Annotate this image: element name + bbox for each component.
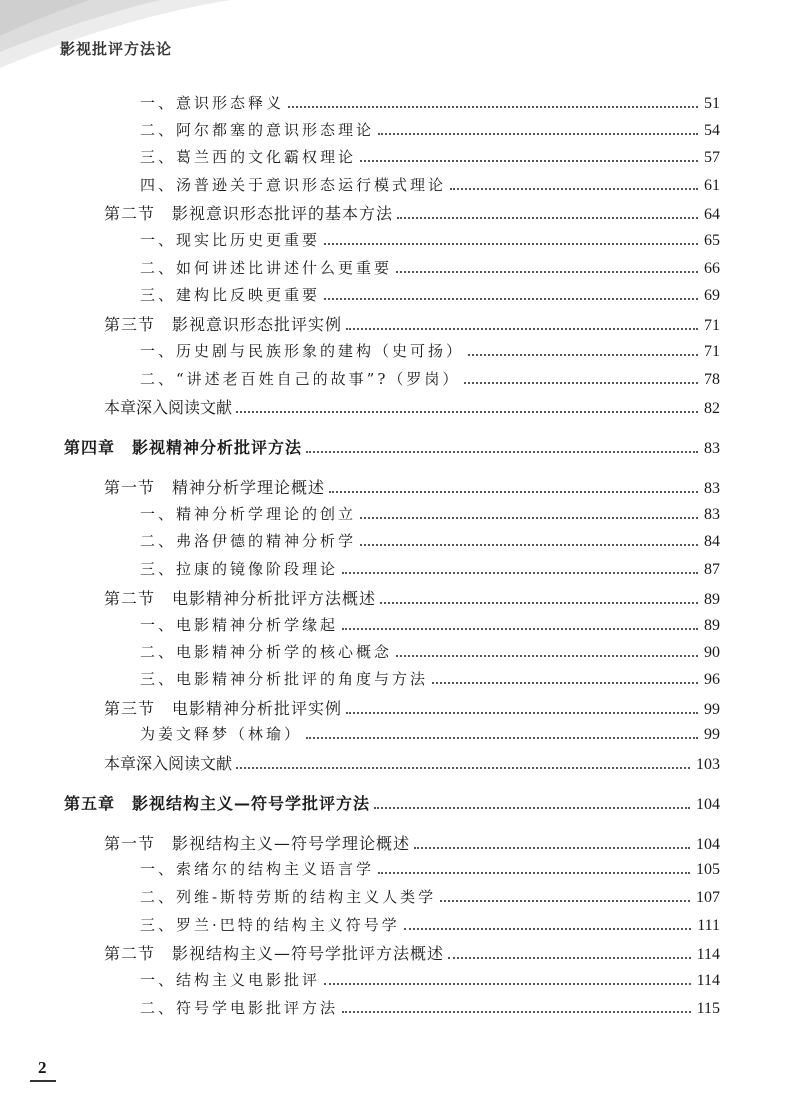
toc-entry — [140, 668, 720, 692]
toc-entry-page: 104 — [696, 836, 720, 853]
toc-entry-title: 本章深入阅读文献 — [104, 398, 233, 417]
toc-entry-title: 本章深入阅读文献 — [104, 754, 233, 773]
toc-entry — [104, 395, 720, 419]
toc-entry-title: 一、历史剧与民族形象的建构（史可扬） — [140, 342, 465, 360]
toc-leader-dots — [360, 544, 698, 546]
toc-leader-dots — [374, 807, 690, 809]
toc-leader-dots — [432, 682, 698, 684]
toc-entry-title: 第三节 电影精神分析批评实例 — [104, 699, 343, 718]
toc-entry-title: 二、阿尔都塞的意识形态理论 — [140, 121, 375, 139]
toc-leader-dots — [342, 572, 698, 574]
toc-leader-dots — [468, 354, 698, 356]
toc-entry-page: 82 — [704, 400, 720, 417]
toc-leader-dots — [324, 298, 698, 300]
toc-entry-page: 99 — [704, 726, 720, 743]
toc-entry-title: 二、如何讲述比讲述什么更重要 — [140, 259, 393, 277]
toc-entry-page: 83 — [704, 480, 720, 497]
toc-entry-page: 71 — [704, 343, 720, 360]
toc-entry — [140, 530, 720, 554]
toc-leader-dots — [324, 243, 698, 245]
toc-entry — [104, 941, 720, 965]
toc-entry — [140, 997, 720, 1021]
toc-entry-title: 三、拉康的镜像阶段理论 — [140, 560, 339, 578]
toc-leader-dots — [380, 602, 698, 604]
page-number-rule — [30, 1080, 56, 1082]
toc-leader-dots — [329, 491, 698, 493]
toc-entry — [140, 858, 720, 882]
toc-leader-dots — [440, 900, 690, 902]
toc-leader-dots — [396, 271, 698, 273]
toc-leader-dots — [404, 928, 691, 930]
toc-leader-dots — [306, 737, 698, 739]
toc-entry-page: 65 — [704, 232, 720, 249]
toc-entry-page: 54 — [704, 122, 720, 139]
toc-leader-dots — [464, 382, 698, 384]
running-title: 影视批评方法论 — [60, 40, 173, 58]
toc-entry-page: 111 — [697, 917, 720, 934]
toc-entry-page: 89 — [704, 591, 720, 608]
toc-leader-dots — [397, 217, 698, 219]
toc-entry-page: 66 — [704, 260, 720, 277]
toc-entry — [140, 969, 720, 993]
toc-entry — [140, 914, 720, 938]
toc-entry — [140, 119, 720, 143]
toc-entry-page: 71 — [704, 317, 720, 334]
toc-entry-title: 第三节 影视意识形态批评实例 — [104, 315, 343, 334]
toc-entry-title: 第一节 精神分析学理论概述 — [104, 478, 326, 497]
toc-entry-title: 三、葛兰西的文化霸权理论 — [140, 148, 357, 166]
toc-leader-dots — [360, 160, 698, 162]
toc-entry — [140, 229, 720, 253]
toc-entry-title: 第二节 电影精神分析批评方法概述 — [104, 589, 377, 608]
toc-entry — [140, 614, 720, 638]
toc-entry-page: 103 — [696, 756, 720, 773]
toc-leader-dots — [360, 517, 698, 519]
toc-entry — [140, 558, 720, 582]
toc-entry-title: 二、弗洛伊德的精神分析学 — [140, 532, 357, 550]
toc-entry — [140, 174, 720, 198]
toc-entry-page: 107 — [696, 889, 720, 906]
toc-entry — [140, 368, 720, 392]
toc-entry-page: 69 — [704, 287, 720, 304]
toc-entry — [104, 751, 720, 775]
toc-entry-page: 114 — [696, 972, 720, 989]
toc-entry — [104, 475, 720, 499]
toc-entry — [104, 201, 720, 225]
toc-leader-dots — [236, 767, 690, 769]
toc-entry-title: 二、“讲述老百姓自己的故事”?（罗岗） — [140, 370, 461, 388]
toc-entry-page: 96 — [704, 671, 720, 688]
toc-entry-page: 89 — [704, 617, 720, 634]
toc-entry-title: 为姜文释梦（林瑜） — [140, 725, 303, 743]
toc-entry-title: 一、现实比历史更重要 — [140, 231, 321, 249]
toc-entry — [140, 641, 720, 665]
toc-entry-title: 三、建构比反映更重要 — [140, 286, 321, 304]
toc-entry-title: 二、符号学电影批评方法 — [140, 999, 339, 1017]
toc-leader-dots — [342, 1011, 691, 1013]
toc-leader-dots — [378, 872, 690, 874]
toc-leader-dots — [396, 655, 698, 657]
toc-entry-page: 83 — [704, 440, 720, 457]
toc-leader-dots — [324, 983, 691, 985]
toc-leader-dots — [450, 188, 698, 190]
toc-leader-dots — [288, 106, 698, 108]
toc-entry-page: 99 — [704, 701, 720, 718]
toc-entry-page: 61 — [704, 177, 720, 194]
toc-entry — [140, 146, 720, 170]
toc-entry-title: 三、电影精神分析批评的角度与方法 — [140, 670, 429, 688]
toc-entry — [104, 312, 720, 336]
toc-entry-page: 84 — [704, 533, 720, 550]
toc-entry — [104, 831, 720, 855]
toc-entry-title: 二、电影精神分析学的核心概念 — [140, 643, 393, 661]
toc-leader-dots — [342, 628, 698, 630]
toc-entry — [140, 503, 720, 527]
toc-entry-title: 二、列维-斯特劳斯的结构主义人类学 — [140, 888, 437, 906]
toc-leader-dots — [448, 957, 691, 959]
toc-entry-title: 第五章 影视结构主义—符号学批评方法 — [64, 794, 371, 813]
toc-leader-dots — [346, 328, 698, 330]
toc-entry-page: 104 — [696, 796, 720, 813]
toc-entry-page: 114 — [696, 946, 720, 963]
toc-entry-title: 第二节 影视结构主义—符号学批评方法概述 — [104, 944, 445, 963]
toc-entry-title: 一、结构主义电影批评 — [140, 971, 321, 989]
toc-entry-page: 87 — [704, 561, 720, 578]
toc-entry-page: 64 — [704, 206, 720, 223]
toc-leader-dots — [306, 451, 698, 453]
toc-entry — [140, 257, 720, 281]
toc-entry — [140, 92, 720, 116]
toc-entry — [64, 435, 720, 459]
toc-leader-dots — [346, 712, 698, 714]
toc-entry — [104, 586, 720, 610]
toc-entry — [140, 340, 720, 364]
toc-leader-dots — [378, 133, 698, 135]
toc-entry-page: 57 — [704, 149, 720, 166]
toc-entry-page: 90 — [704, 644, 720, 661]
toc-entry — [104, 696, 720, 720]
toc-entry — [140, 284, 720, 308]
toc-entry — [140, 886, 720, 910]
toc-entry-page: 115 — [696, 1000, 720, 1017]
toc-entry-title: 四、汤普逊关于意识形态运行模式理论 — [140, 176, 447, 194]
toc-leader-dots — [414, 847, 690, 849]
toc-leader-dots — [236, 411, 698, 413]
toc-entry — [140, 723, 720, 747]
toc-entry-title: 第四章 影视精神分析批评方法 — [64, 438, 303, 457]
toc-entry-title: 三、罗兰·巴特的结构主义符号学 — [140, 916, 400, 934]
toc-entry-page: 83 — [704, 506, 720, 523]
toc-entry-title: 一、意识形态释义 — [140, 94, 285, 112]
toc-entry — [64, 791, 720, 815]
toc-entry-title: 第二节 影视意识形态批评的基本方法 — [104, 204, 394, 223]
toc-entry-title: 一、电影精神分析学缘起 — [140, 616, 339, 634]
toc-entry-title: 一、精神分析学理论的创立 — [140, 505, 357, 523]
toc-entry-page: 51 — [704, 95, 720, 112]
toc-entry-page: 105 — [696, 861, 720, 878]
toc-entry-page: 78 — [704, 371, 720, 388]
page-number: 2 — [38, 1058, 47, 1077]
toc-entry-title: 一、索绪尔的结构主义语言学 — [140, 860, 375, 878]
toc-entry-title: 第一节 影视结构主义—符号学理论概述 — [104, 834, 411, 853]
